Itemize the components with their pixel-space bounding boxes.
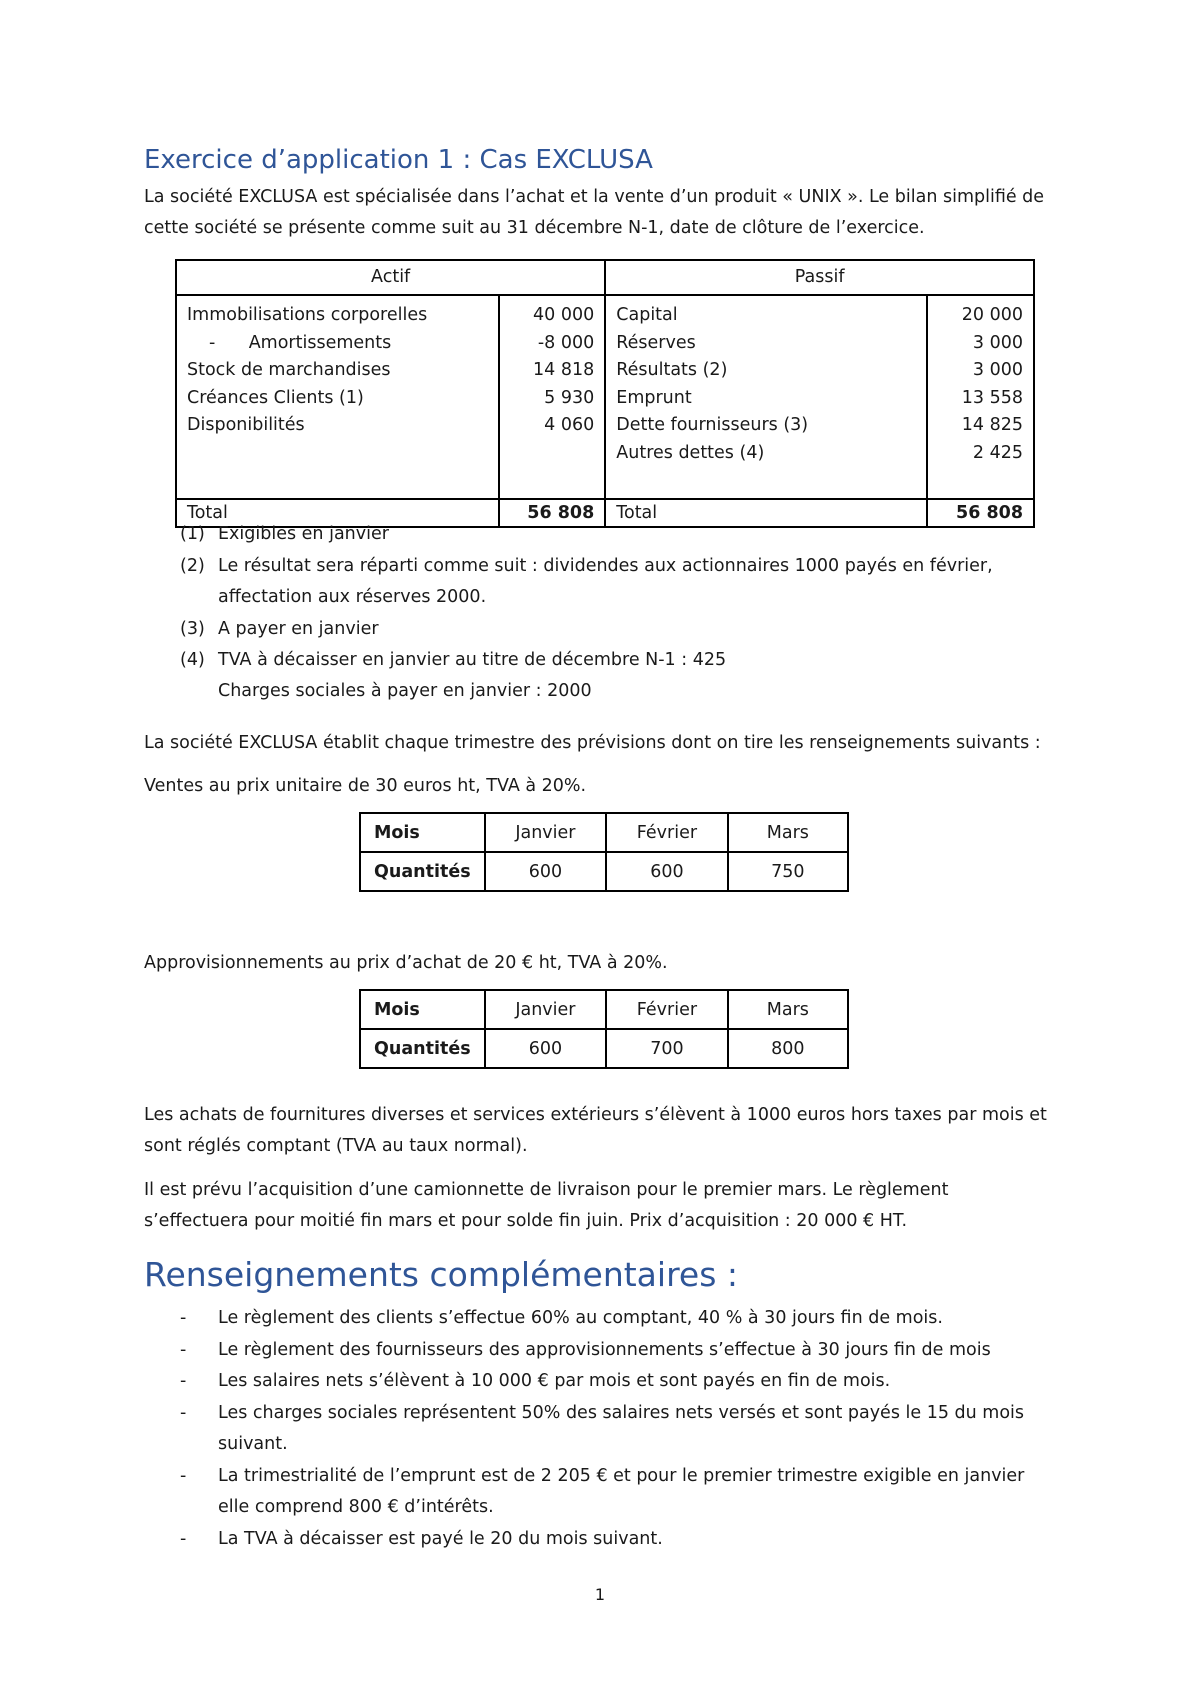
passif-value: 3 000 (972, 332, 1023, 353)
note-text: Le résultat sera réparti comme suit : dividendes aux actionnaires 1000 payés en février, (218, 556, 993, 576)
table-cell: 700 (606, 1029, 728, 1068)
note-item (180, 551, 993, 582)
bullet-dash: - (180, 1466, 187, 1486)
passif-value: 20 000 (961, 305, 1023, 325)
passif-value: 2 425 (972, 442, 1023, 463)
table-cell: 600 (485, 1029, 607, 1068)
table-cell: Janvier (485, 990, 607, 1029)
table-cell: Quantités (360, 1029, 485, 1068)
table-cell: 750 (728, 852, 848, 891)
note-item (180, 614, 379, 645)
actif-value: 40 000 (533, 305, 595, 325)
bullet-dash: - (180, 1403, 187, 1423)
table-cell: Mois (360, 990, 485, 1029)
list-item-text: Le règlement des fournisseurs des approvisionnements s’effectue à 30 jours fin de mois (218, 1340, 991, 1360)
note-number: (3) (180, 619, 205, 639)
note-text: A payer en janvier (218, 619, 379, 639)
note-number: (2) (180, 556, 205, 576)
actif-label: - Amortissements (209, 332, 392, 353)
previsions-intro: La société EXCLUSA établit chaque trimestre des prévisions dont on tire les renseignements suivants : (144, 733, 1041, 753)
page-number: 1 (594, 1585, 606, 1604)
list-item (180, 1461, 1024, 1492)
table-cell: 600 (485, 852, 607, 891)
actif-value: 14 818 (533, 360, 595, 380)
table-cell: Mars (728, 813, 848, 852)
passif-values-cell (927, 295, 1034, 499)
actif-value: 4 060 (544, 415, 595, 435)
appro-table (359, 989, 849, 1069)
appro-intro: Approvisionnements au prix d’achat de 20 € ht, TVA à 20%. (144, 953, 668, 973)
list-item-text: La TVA à décaisser est payé le 20 du mois suivant. (218, 1529, 663, 1549)
bullet-dash: - (180, 1340, 187, 1360)
note-continuation: Charges sociales à payer en janvier : 2000 (218, 681, 592, 701)
actif-values-cell (499, 295, 605, 499)
section-heading: Renseignements complémentaires : (144, 1255, 739, 1294)
table-row (360, 852, 848, 891)
actif-label: Disponibilités (187, 415, 305, 435)
actif-label: Stock de marchandises (187, 360, 391, 380)
bullet-dash: - (180, 1529, 187, 1549)
table-cell: Mois (360, 813, 485, 852)
actif-value: 5 930 (544, 387, 595, 408)
passif-label: Dette fournisseurs (3) (616, 415, 809, 435)
camionnette-line-1: Il est prévu l’acquisition d’une camionnette de livraison pour le premier mars. Le règlement (144, 1180, 949, 1200)
list-item-continuation: elle comprend 800 € d’intérêts. (218, 1497, 494, 1517)
passif-label: Emprunt (616, 387, 692, 408)
passif-value: 14 825 (961, 415, 1023, 435)
achats-line-2: sont réglés comptant (TVA au taux normal). (144, 1136, 528, 1156)
table-cell: 600 (606, 852, 728, 891)
table-cell: Février (606, 990, 728, 1029)
bullet-dash: - (180, 1371, 187, 1391)
achats-line-1: Les achats de fournitures diverses et services extérieurs s’élèvent à 1000 euros hors taxes par mois et (144, 1105, 1047, 1125)
list-item-text: Les charges sociales représentent 50% des salaires nets versés et sont payés le 15 du mois (218, 1403, 1025, 1423)
table-cell: Quantités (360, 852, 485, 891)
table-row (360, 813, 848, 852)
table-row (360, 1029, 848, 1068)
passif-header: Passif (605, 260, 1034, 295)
list-item (180, 1398, 1024, 1429)
list-item-text: La trimestrialité de l’emprunt est de 2 205 € et pour le premier trimestre exigible en janvier (218, 1466, 1025, 1486)
note-continuation: affectation aux réserves 2000. (218, 587, 487, 607)
list-item (180, 1366, 890, 1397)
note-text: Exigibles en janvier (218, 524, 389, 544)
total-passif-value: 56 808 (927, 499, 1034, 527)
actif-labels-cell (176, 295, 499, 499)
page-title: Exercice d’application 1 : Cas EXCLUSA (144, 145, 653, 175)
actif-header: Actif (176, 260, 605, 295)
list-item-continuation: suivant. (218, 1434, 288, 1454)
ventes-table (359, 812, 849, 892)
intro-line-2: cette société se présente comme suit au 31 décembre N-1, date de clôture de l’exercice. (144, 218, 925, 238)
table-cell: Janvier (485, 813, 607, 852)
note-text: TVA à décaisser en janvier au titre de décembre N-1 : 425 (218, 650, 727, 670)
list-item-text: Le règlement des clients s’effectue 60% au comptant, 40 % à 30 jours fin de mois. (218, 1308, 943, 1328)
total-actif-label: Total (176, 499, 499, 527)
actif-label: Créances Clients (1) (187, 387, 364, 408)
bilan-table (175, 259, 1035, 528)
passif-labels-cell (605, 295, 927, 499)
passif-value: 3 000 (972, 360, 1023, 380)
list-item-text: Les salaires nets s’élèvent à 10 000 € par mois et sont payés en fin de mois. (218, 1371, 891, 1391)
table-cell: Février (606, 813, 728, 852)
intro-line-1: La société EXCLUSA est spécialisée dans l’achat et la vente d’un produit « UNIX ». Le bilan simplifié de (144, 187, 1045, 207)
total-passif-label: Total (605, 499, 927, 527)
passif-label: Autres dettes (4) (616, 442, 765, 463)
table-cell: Mars (728, 990, 848, 1029)
ventes-intro: Ventes au prix unitaire de 30 euros ht, TVA à 20%. (144, 776, 587, 796)
list-item (180, 1524, 663, 1555)
table-row (360, 990, 848, 1029)
list-item (180, 1303, 943, 1334)
camionnette-line-2: s’effectuera pour moitié fin mars et pour solde fin juin. Prix d’acquisition : 20 000 € HT. (144, 1211, 908, 1231)
table-cell: 800 (728, 1029, 848, 1068)
note-item (180, 519, 389, 550)
passif-label: Réserves (616, 332, 696, 353)
note-number: (4) (180, 650, 205, 670)
actif-label: Immobilisations corporelles (187, 305, 428, 325)
bullet-dash: - (180, 1308, 187, 1328)
passif-label: Capital (616, 305, 678, 325)
note-item (180, 645, 726, 676)
list-item (180, 1335, 991, 1366)
bilan-header-row (176, 260, 1034, 295)
actif-value: -8 000 (537, 332, 595, 353)
bilan-body-row (176, 295, 1034, 499)
passif-label: Résultats (2) (616, 360, 728, 380)
note-number: (1) (180, 524, 205, 544)
passif-value: 13 558 (961, 387, 1023, 408)
total-actif-value: 56 808 (499, 499, 605, 527)
